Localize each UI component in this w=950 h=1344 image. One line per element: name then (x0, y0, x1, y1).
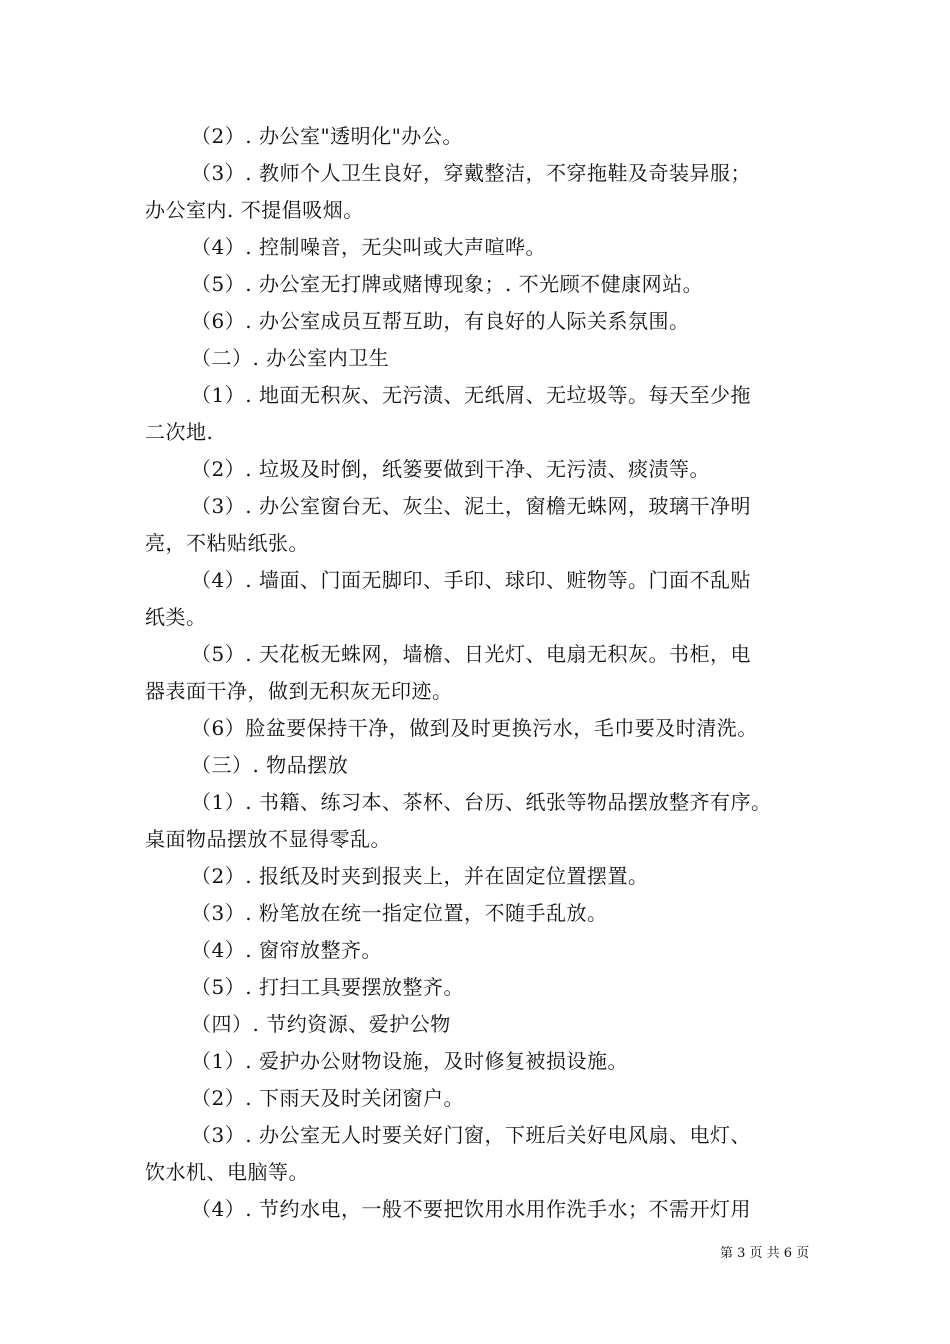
text-line: （1）. 书籍、练习本、茶杯、台历、纸张等物品摆放整齐有序。 (191, 790, 772, 814)
text-line: （2）. 下雨天及时关闭窗户。 (191, 1086, 464, 1110)
text-line: （3）. 办公室无人时要关好门窗，下班后关好电风扇、电灯、 (191, 1123, 751, 1147)
text-line: （4）. 窗帘放整齐。 (191, 938, 382, 962)
text-line: （2）. 报纸及时夹到报夹上，并在固定位置摆置。 (191, 864, 649, 888)
text-line: （6）. 办公室成员互帮互助，有良好的人际关系氛围。 (191, 309, 690, 333)
text-line: （3）. 办公室窗台无、灰尘、泥土，窗檐无蛛网，玻璃干净明 (191, 494, 751, 518)
text-line: （2）. 垃圾及时倒，纸篓要做到干净、无污渍、痰渍等。 (191, 457, 710, 481)
text-line: （6）脸盆要保持干净，做到及时更换污水，毛巾要及时清洗。 (191, 716, 758, 740)
document-body (145, 118, 810, 1228)
text-line: （4）. 墙面、门面无脚印、手印、球印、赃物等。门面不乱贴 (191, 568, 751, 592)
text-line: 纸类。 (145, 605, 207, 629)
text-line: 桌面物品摆放不显得零乱。 (145, 827, 391, 851)
text-line: （4）. 控制噪音，无尖叫或大声喧哗。 (191, 235, 546, 259)
text-line: （5）. 办公室无打牌或赌博现象；. 不光顾不健康网站。 (191, 272, 704, 296)
page-number: 第 3 页 共 6 页 (720, 1246, 810, 1261)
text-line: （四）. 节约资源、爱护公物 (191, 1012, 451, 1036)
text-line: （二）. 办公室内卫生 (191, 346, 390, 370)
text-line: 二次地. (145, 420, 214, 444)
text-line: （三）. 物品摆放 (191, 753, 349, 777)
text-line: （3）. 教师个人卫生良好，穿戴整洁，不穿拖鞋及奇装异服； (191, 161, 751, 185)
text-line: （1）. 爱护办公财物设施，及时修复被损设施。 (191, 1049, 628, 1073)
text-line: （3）. 粉笔放在统一指定位置，不随手乱放。 (191, 901, 608, 925)
text-line: （5）. 打扫工具要摆放整齐。 (191, 975, 464, 999)
text-line: （1）. 地面无积灰、无污渍、无纸屑、无垃圾等。每天至少拖 (191, 383, 751, 407)
text-line: 亮，不粘贴纸张。 (145, 531, 309, 555)
text-line: 饮水机、电脑等。 (145, 1160, 309, 1184)
text-line: （4）. 节约水电，一般不要把饮用水用作洗手水；不需开灯用 (191, 1197, 751, 1221)
text-line: 办公室内. 不提倡吸烟。 (145, 198, 364, 222)
text-line: 器表面干净，做到无积灰无印迹。 (145, 679, 453, 703)
text-line: （2）. 办公室"透明化"办公。 (191, 124, 463, 148)
text-line: （5）. 天花板无蛛网，墙檐、日光灯、电扇无积灰。书柜，电 (191, 642, 751, 666)
